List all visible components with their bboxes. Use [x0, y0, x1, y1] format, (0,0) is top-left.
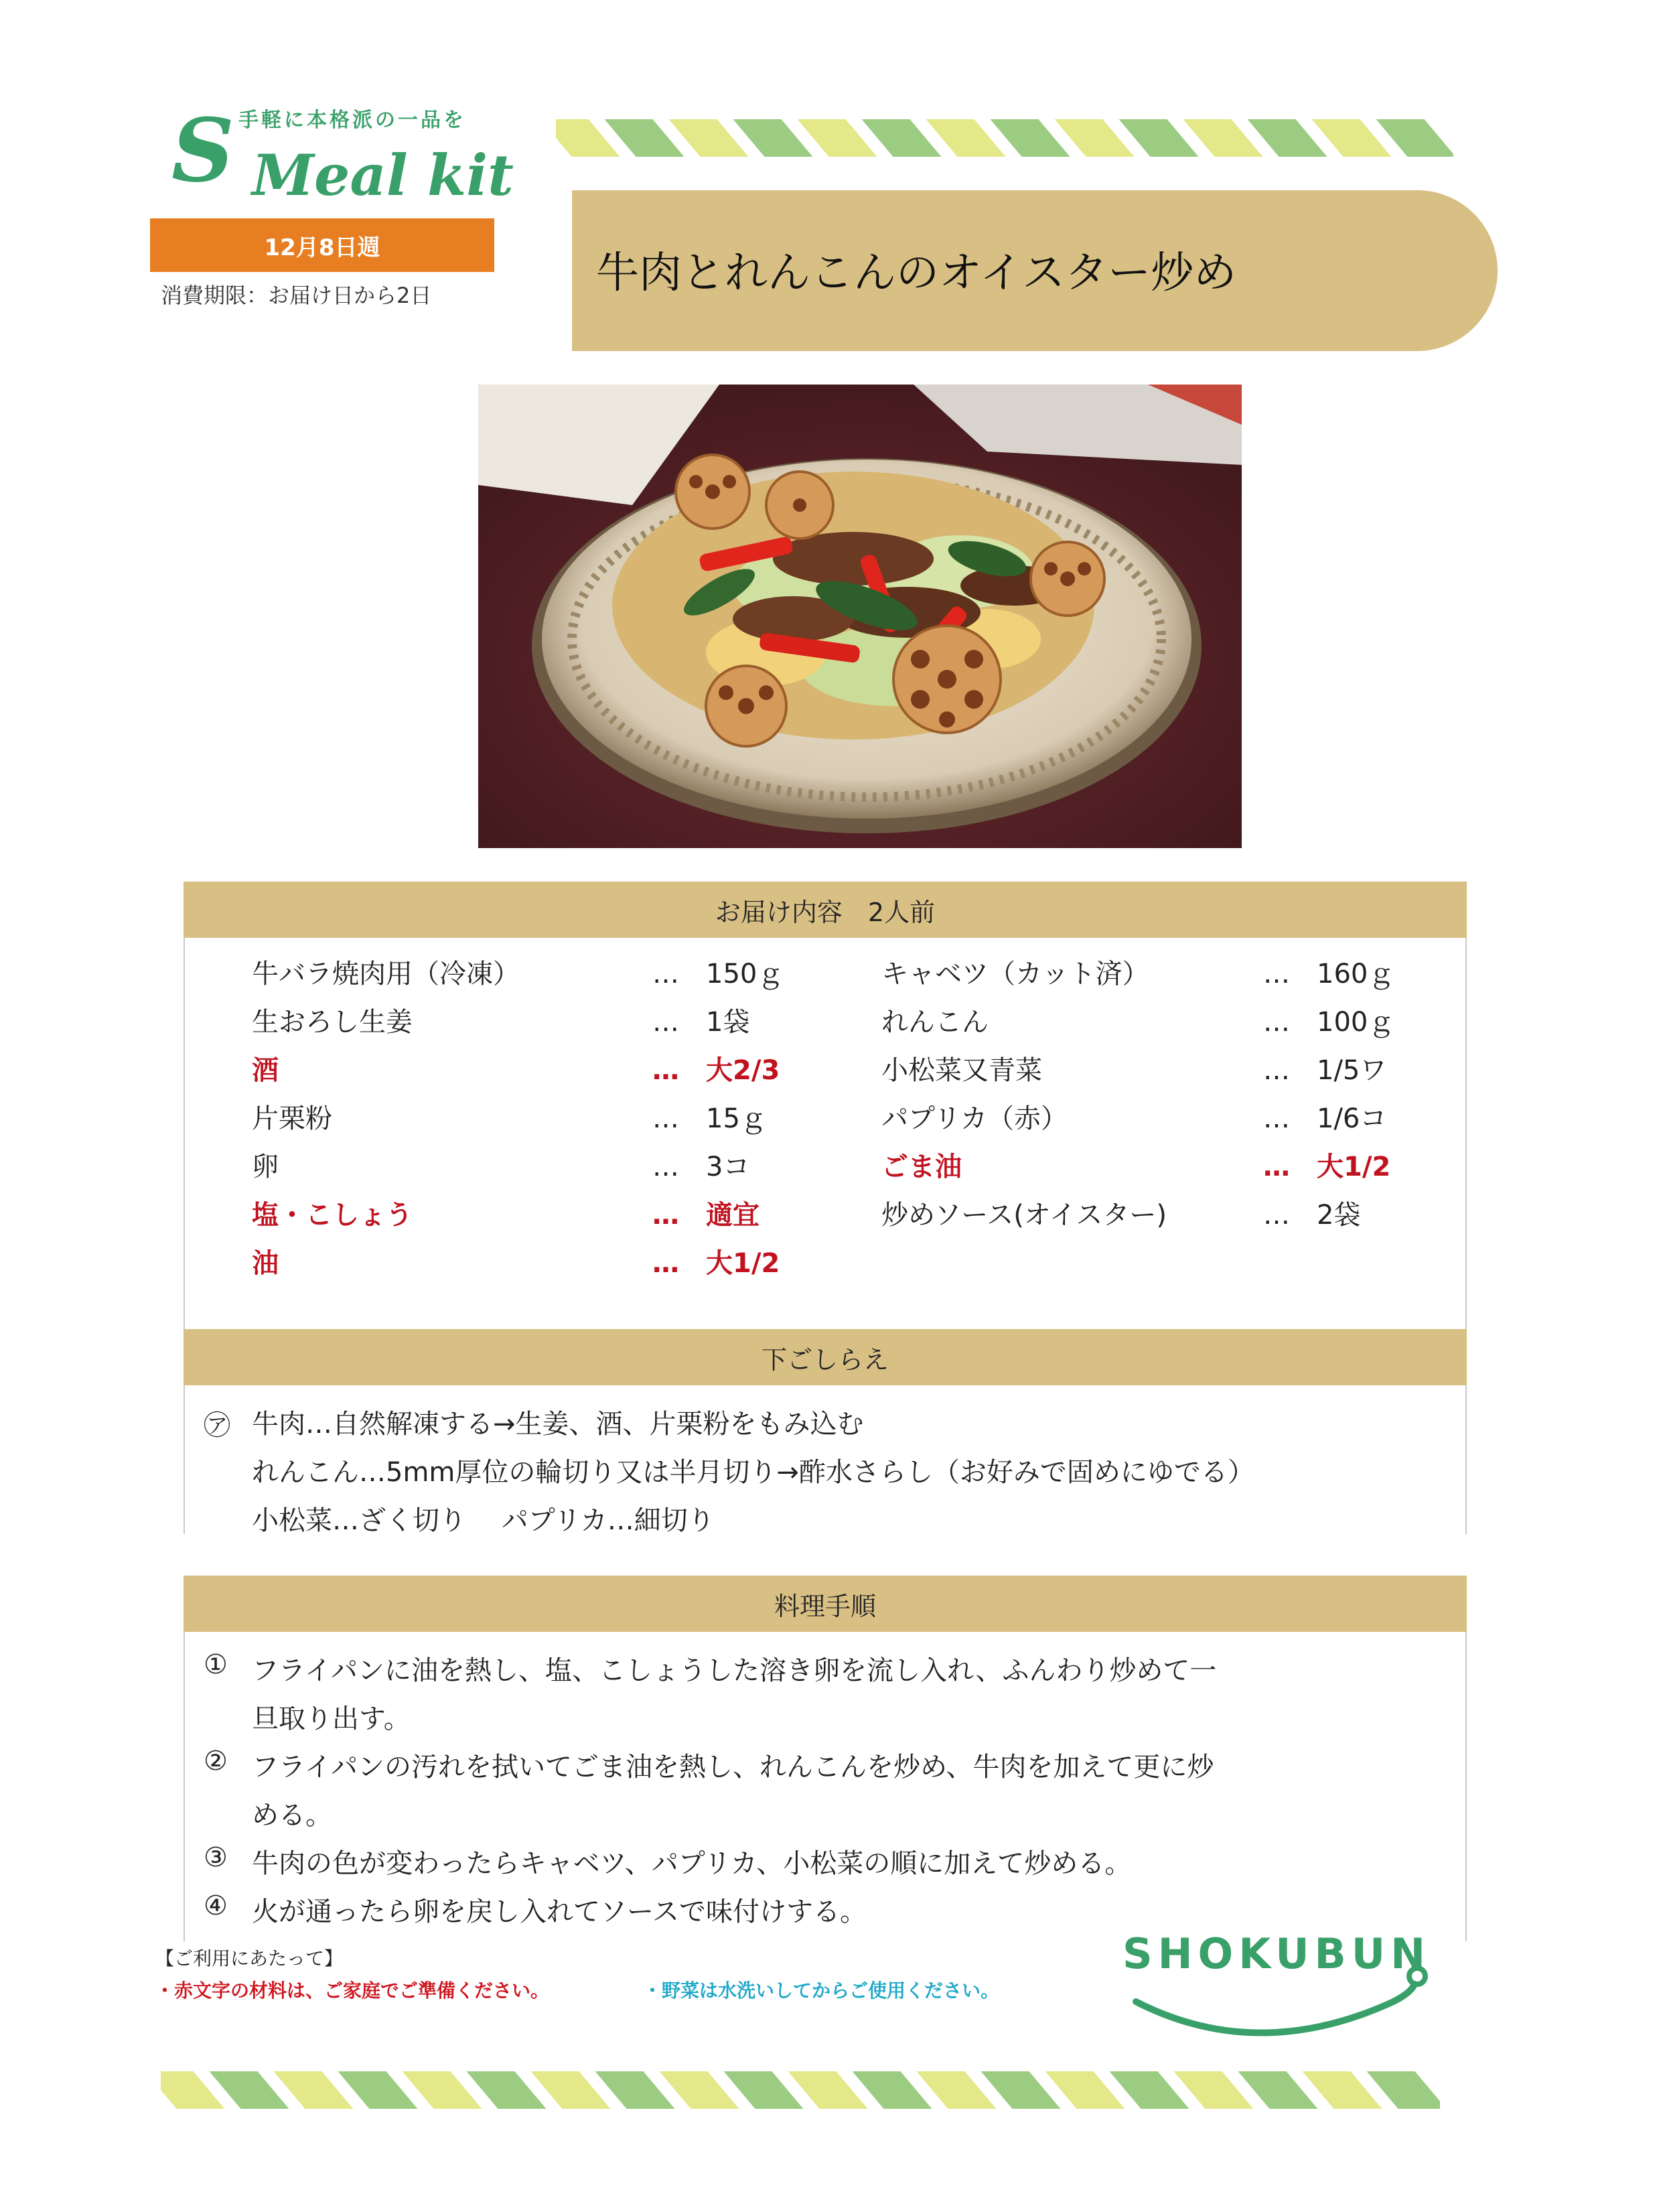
stripe — [981, 2071, 1061, 2109]
step-number: ③ — [204, 1842, 228, 1873]
dish-illustration — [478, 385, 1242, 848]
note-red-ingredients: ・赤文字の材料は、ご家庭でご準備ください。 — [155, 1980, 550, 2002]
ingredient-amount: 1袋 — [706, 1007, 750, 1038]
bottom-stripe-band — [161, 2071, 1440, 2109]
stripe — [1045, 2071, 1125, 2109]
ingredient-name: キャベツ（カット済） — [881, 959, 1149, 989]
logo-letter-s: S — [171, 99, 234, 202]
dish-photo — [478, 385, 1242, 848]
stripe — [798, 119, 877, 157]
ingredient-name: 卵 — [252, 1152, 279, 1182]
ingredient-amount: 150ｇ — [706, 959, 784, 989]
ingredient-dots: … — [652, 1103, 679, 1134]
prep-line: 小松菜…ざく切り パプリカ…細切り — [252, 1505, 715, 1536]
step-text: める。 — [252, 1800, 332, 1831]
expiry-text: 消費期限：お届け日から2日 — [161, 283, 432, 308]
ingredient-dots: … — [652, 1200, 679, 1231]
stripe — [595, 2071, 675, 2109]
steps-section — [184, 1576, 1467, 1941]
logo-tagline: 手軽に本格派の一品を — [238, 109, 466, 132]
stripe — [853, 2071, 932, 2109]
ingredient-dots: … — [1263, 1055, 1290, 1086]
prep-section — [184, 1329, 1467, 1534]
ingredient-dots: … — [652, 1055, 679, 1086]
meal-kit-logo — [171, 99, 514, 208]
ingredient-name: 塩・こしょう — [252, 1200, 413, 1231]
stripe — [733, 119, 813, 157]
step-text: フライパンに油を熱し、塩、こしょうした溶き卵を流し入れ、ふんわり炒めて一 — [252, 1655, 1217, 1686]
ingredient-amount: 大2/3 — [706, 1055, 780, 1086]
logo-swoosh — [1123, 1929, 1444, 2050]
ingredient-amount: 適宜 — [706, 1200, 760, 1231]
ingredient-dots: … — [1263, 1103, 1290, 1134]
stripe — [1110, 2071, 1189, 2109]
contents-header: お届け内容 2人前 — [184, 882, 1467, 938]
top-stripe-band — [556, 119, 1453, 157]
ingredient-dots: … — [652, 1248, 679, 1279]
ingredient-name: 炒めソース(オイスター) — [881, 1200, 1167, 1231]
ingredient-amount: 3コ — [706, 1152, 750, 1182]
stripe — [1055, 119, 1135, 157]
prep-marker: ㋐ — [204, 1410, 230, 1441]
step-text: 牛肉の色が変わったらキャベツ、パプリカ、小松菜の順に加えて炒める。 — [252, 1848, 1132, 1879]
stripe — [1303, 2071, 1382, 2109]
prep-body — [184, 1385, 1467, 1534]
stripe — [788, 2071, 868, 2109]
stripe — [1376, 119, 1453, 157]
stripe — [862, 119, 942, 157]
prep-line: れんこん…5mm厚位の輪切り又は半月切り→酢水さらし（お好みで固めにゆでる） — [252, 1457, 1254, 1488]
steps-header: 料理手順 — [184, 1576, 1467, 1632]
ingredient-dots: … — [1263, 959, 1290, 989]
ingredient-amount: 100ｇ — [1317, 1007, 1395, 1038]
step-number: ② — [204, 1746, 228, 1777]
ingredient-amount: 1/5ワ — [1317, 1055, 1387, 1086]
note-wash-vegetables: ・野菜は水洗いしてからご使用ください。 — [643, 1980, 1000, 2002]
ingredient-name: 牛バラ焼肉用（冷凍） — [252, 959, 520, 989]
stripe — [669, 119, 749, 157]
step-text: 旦取り出す。 — [252, 1704, 411, 1734]
ingredient-amount: 大1/2 — [1317, 1152, 1391, 1182]
step-text: フライパンの汚れを拭いてごま油を熱し、れんこんを炒め、牛肉を加えて更に炒 — [252, 1752, 1214, 1783]
ingredient-amount: 15ｇ — [706, 1103, 767, 1134]
contents-body — [184, 938, 1467, 1329]
ingredient-amount: 大1/2 — [706, 1248, 780, 1279]
ingredient-dots: … — [1263, 1152, 1290, 1182]
stripe — [1248, 119, 1327, 157]
stripe — [1312, 119, 1392, 157]
stripe — [1119, 119, 1199, 157]
stripe — [917, 2071, 997, 2109]
stripe — [1183, 119, 1263, 157]
week-badge: 12月8日週 — [150, 218, 494, 272]
ingredient-name: れんこん — [881, 1007, 989, 1038]
stripe — [338, 2071, 418, 2109]
recipe-title: 牛肉とれんこんのオイスター炒め — [596, 249, 1237, 298]
stripe — [605, 119, 684, 157]
step-number: ① — [204, 1649, 228, 1680]
ingredient-name: 油 — [252, 1248, 279, 1279]
stripe — [274, 2071, 354, 2109]
ingredient-name: パプリカ（赤） — [881, 1103, 1068, 1134]
ingredient-name: 片栗粉 — [252, 1103, 332, 1134]
stripe — [1174, 2071, 1254, 2109]
logo-wordmark: Meal kit — [252, 142, 514, 208]
ingredient-name: ごま油 — [881, 1152, 962, 1182]
ingredient-dots: … — [652, 1152, 679, 1182]
step-number: ④ — [204, 1890, 228, 1921]
ingredient-amount: 160ｇ — [1317, 959, 1395, 989]
steps-body — [184, 1632, 1467, 1941]
prep-header: 下ごしらえ — [184, 1329, 1467, 1385]
stripe — [531, 2071, 611, 2109]
stripe — [1238, 2071, 1318, 2109]
stripe — [467, 2071, 547, 2109]
contents-section — [184, 882, 1467, 1329]
ingredient-amount: 1/6コ — [1317, 1103, 1387, 1134]
stripe — [210, 2071, 289, 2109]
ingredient-name: 生おろし生姜 — [252, 1007, 413, 1038]
stripe — [403, 2071, 482, 2109]
stripe — [926, 119, 1006, 157]
usage-notes-header: 【ご利用にあたって】 — [155, 1947, 344, 1969]
ingredient-dots: … — [652, 959, 679, 989]
ingredient-amount: 2袋 — [1317, 1200, 1361, 1231]
stripe — [660, 2071, 739, 2109]
ingredient-dots: … — [1263, 1007, 1290, 1038]
stripe — [724, 2071, 804, 2109]
title-banner — [572, 190, 1498, 351]
ingredient-name: 酒 — [252, 1055, 279, 1086]
prep-line: 牛肉…自然解凍する→生姜、酒、片栗粉をもみ込む — [252, 1409, 864, 1440]
step-text: 火が通ったら卵を戻し入れてソースで味付けする。 — [252, 1896, 867, 1927]
ingredient-dots: … — [1263, 1200, 1290, 1231]
shokubun-logo — [1123, 1929, 1444, 2050]
stripe — [991, 119, 1070, 157]
ingredient-dots: … — [652, 1007, 679, 1038]
company-name: SHOKUBUN — [1123, 1929, 1431, 1978]
ingredient-name: 小松菜又青菜 — [881, 1055, 1042, 1086]
